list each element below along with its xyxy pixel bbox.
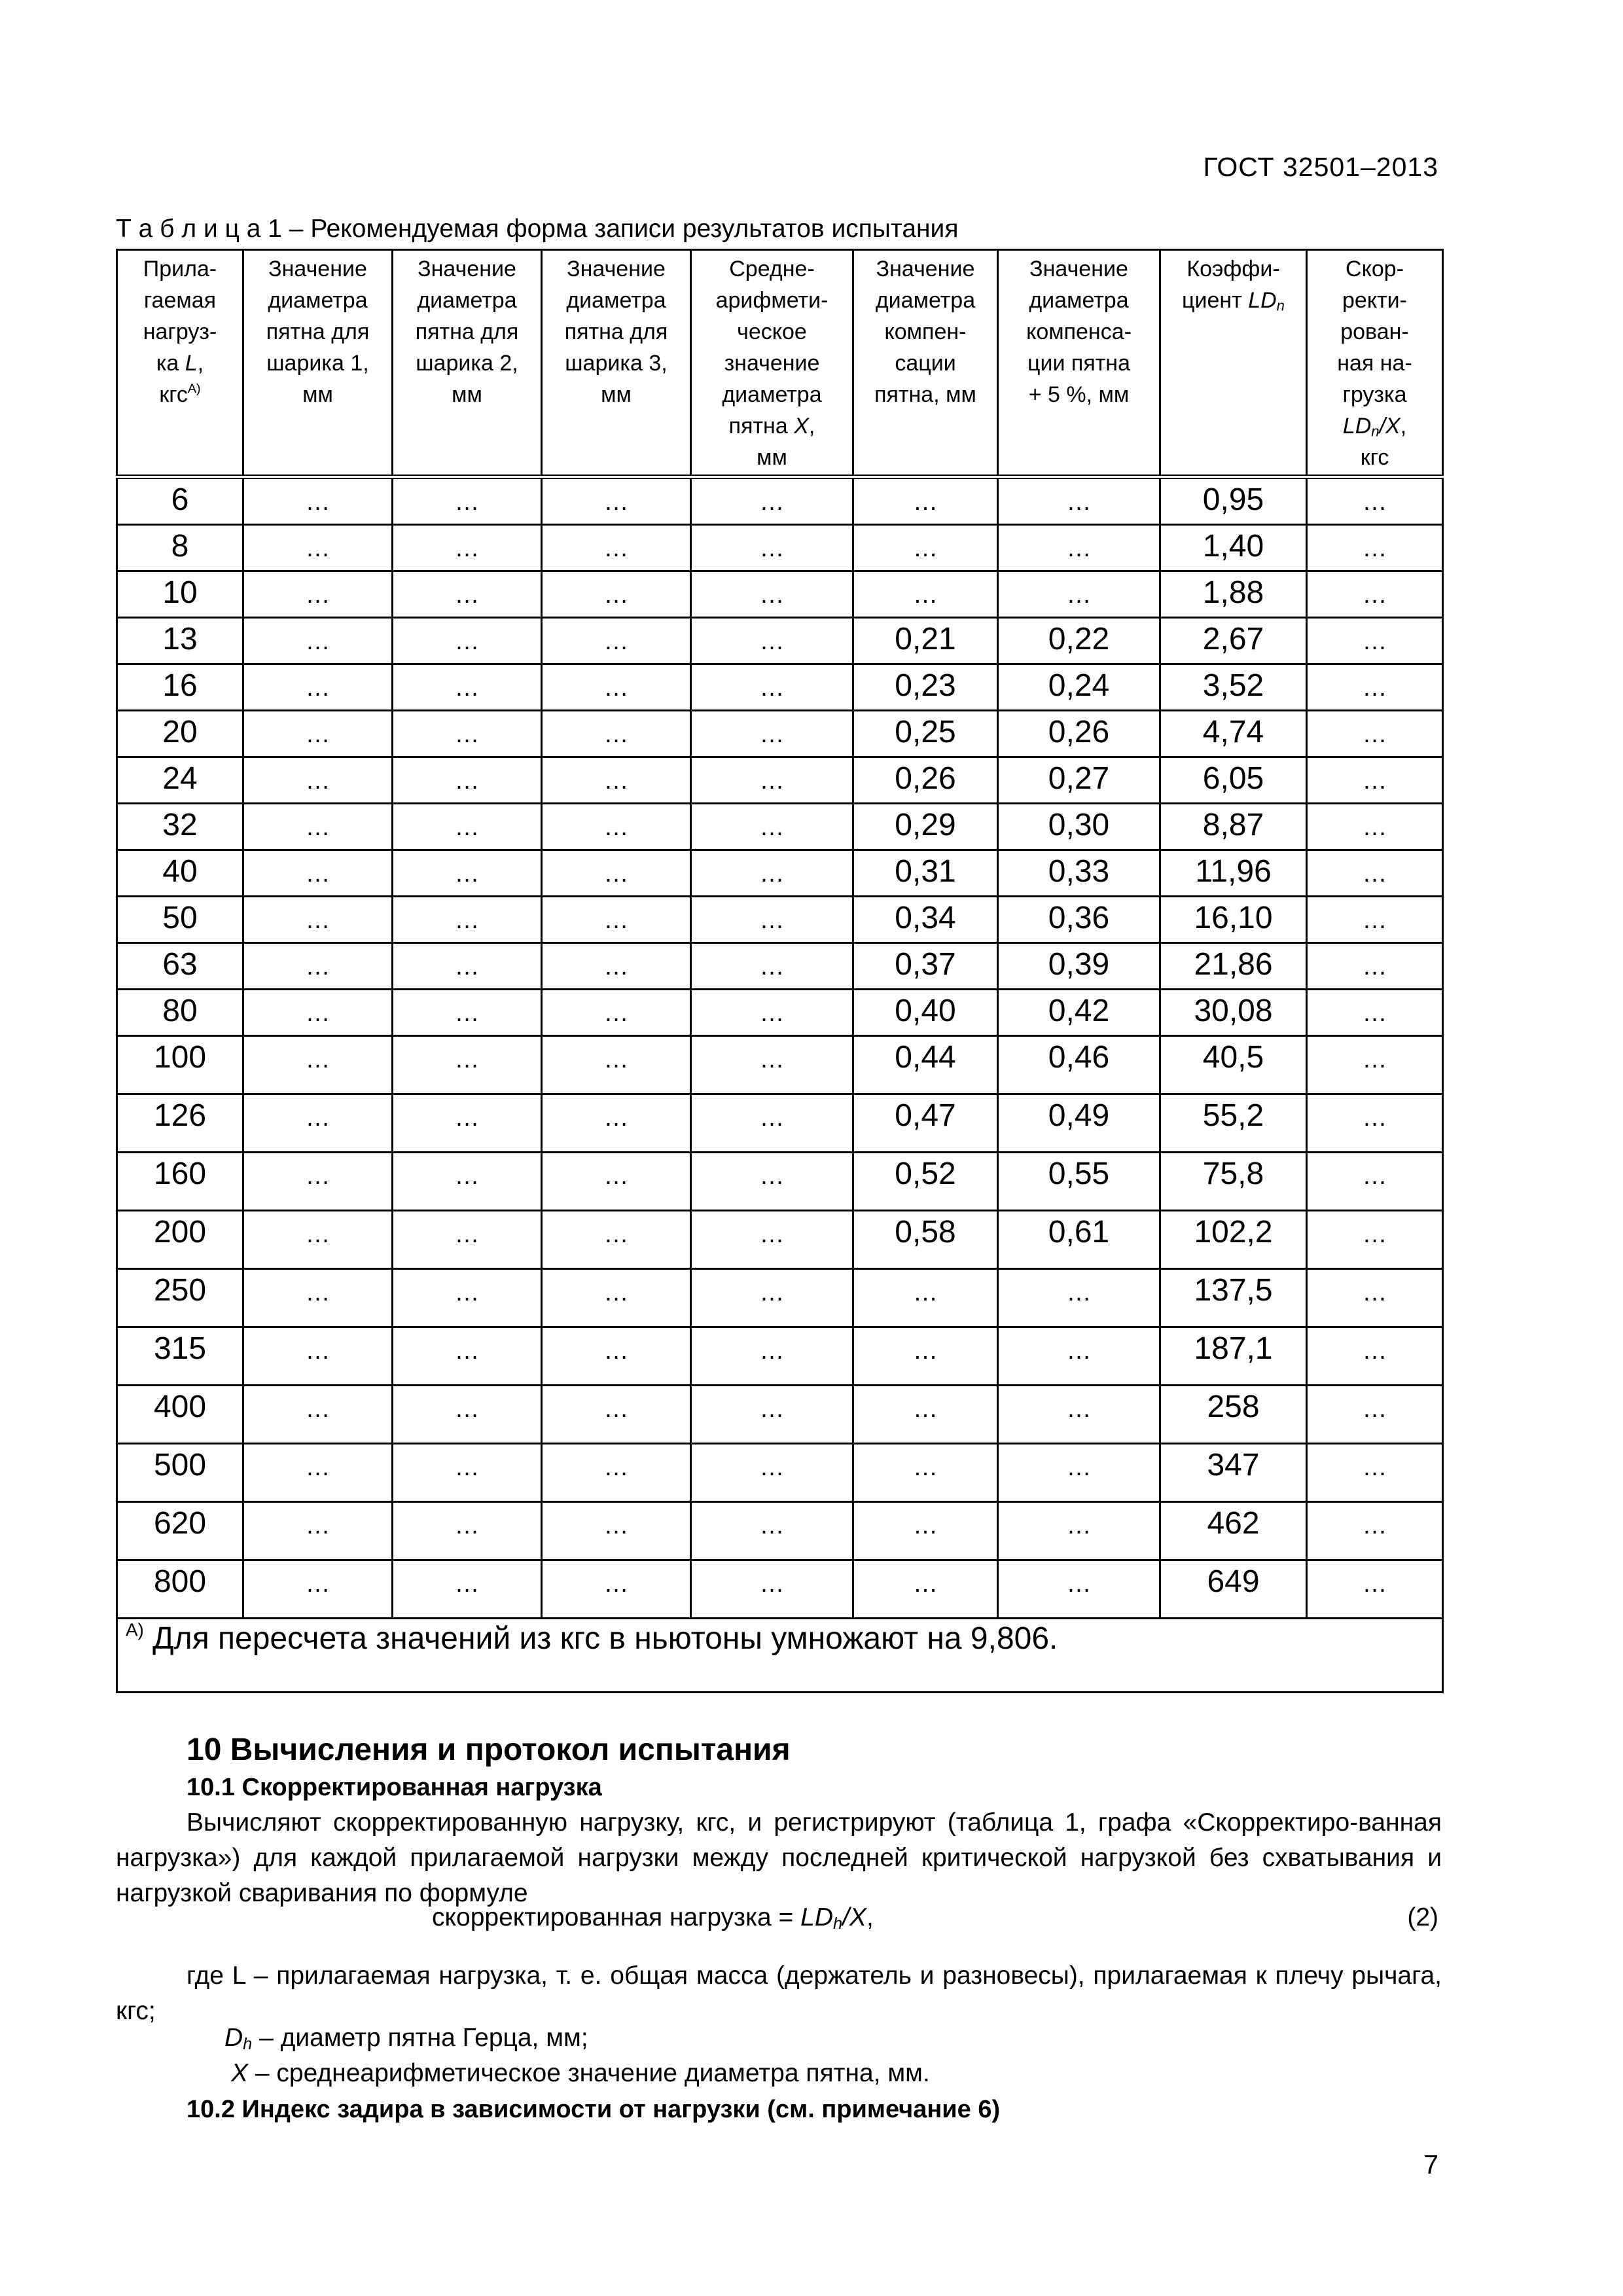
results-table (116, 249, 1444, 1693)
table-cell: 30,08 (1160, 990, 1307, 1036)
footnote-mark: А) (126, 1619, 144, 1640)
table-caption: Т а б л и ц а 1 – Рекомендуемая форма записи результатов испытания (116, 215, 959, 243)
table-row (117, 1444, 1443, 1502)
table-row (117, 804, 1443, 850)
table-cell: … (542, 757, 691, 804)
table-cell: … (243, 757, 393, 804)
table-cell: … (998, 1502, 1160, 1560)
section-title: 10 Вычисления и протокол испытания (187, 1732, 791, 1767)
table-cell: … (998, 571, 1160, 618)
table-footnote (117, 1619, 1443, 1693)
table-cell: … (691, 757, 853, 804)
table-row (117, 618, 1443, 664)
table-cell: … (1307, 943, 1443, 990)
table-cell: … (1307, 1560, 1443, 1619)
subsection-title: 10.2 Индекс задира в зависимости от нагрузки (см. примечание 6) (187, 2096, 1001, 2123)
table-row (117, 990, 1443, 1036)
page-number: 7 (1423, 2149, 1438, 2179)
table-cell: … (542, 943, 691, 990)
table-cell: 0,40 (853, 990, 998, 1036)
table-cell: 400 (117, 1386, 243, 1444)
table-cell: 0,46 (998, 1036, 1160, 1094)
table-cell: … (853, 1327, 998, 1386)
table-row (117, 897, 1443, 943)
table-cell: 0,31 (853, 850, 998, 897)
table-cell: … (542, 990, 691, 1036)
table-cell: 1,40 (1160, 525, 1307, 571)
table-cell: … (542, 525, 691, 571)
table-cell: … (998, 1327, 1160, 1386)
table-cell: … (542, 804, 691, 850)
table-cell: … (998, 477, 1160, 525)
table-cell: 6 (117, 477, 243, 525)
table-cell: … (243, 850, 393, 897)
table-cell: 0,34 (853, 897, 998, 943)
table-cell: … (393, 711, 542, 757)
formula: скорректированная нагрузка = $LD_h/X$, (432, 1903, 874, 1933)
table-cell: … (393, 804, 542, 850)
table-cell: … (691, 664, 853, 711)
table-cell: … (691, 711, 853, 757)
col-header-compensation-5: Значение диаметра компенса- ции пятна + 5 %, мм (998, 250, 1160, 477)
table-cell: … (393, 571, 542, 618)
table-cell: 3,52 (1160, 664, 1307, 711)
table-cell: … (1307, 897, 1443, 943)
table-cell: 0,95 (1160, 477, 1307, 525)
table-cell: … (1307, 1094, 1443, 1153)
table-cell: … (393, 1211, 542, 1269)
table-cell: … (1307, 1036, 1443, 1094)
table-cell: … (1307, 1386, 1443, 1444)
col-header-corrected-load: Скор- ректи- рован- ная на- грузка $LD_n/X$, кгс (1307, 250, 1443, 477)
table-cell: … (243, 1211, 393, 1269)
table-cell: … (393, 850, 542, 897)
table-cell: 0,49 (998, 1094, 1160, 1153)
subsection-title: 10.1 Скорректированная нагрузка (187, 1774, 602, 1801)
table-cell: 24 (117, 757, 243, 804)
table-cell: … (243, 804, 393, 850)
table-cell: … (1307, 618, 1443, 664)
table-cell: … (393, 477, 542, 525)
table-cell: 6,05 (1160, 757, 1307, 804)
table-cell: … (393, 1327, 542, 1386)
table-cell: … (393, 618, 542, 664)
table-cell: 2,67 (1160, 618, 1307, 664)
table-cell: … (691, 1386, 853, 1444)
table-cell: … (691, 1502, 853, 1560)
table-cell: … (853, 477, 998, 525)
table-cell: 10 (117, 571, 243, 618)
table-cell: … (691, 1269, 853, 1327)
table-cell: … (1307, 525, 1443, 571)
table-cell: 63 (117, 943, 243, 990)
table-cell: … (691, 943, 853, 990)
table-cell: … (998, 1560, 1160, 1619)
table-cell: 126 (117, 1094, 243, 1153)
table-cell: … (393, 1444, 542, 1502)
table-cell: 4,74 (1160, 711, 1307, 757)
col-header-ball1: Значение диаметра пятна для шарика 1, мм (243, 250, 393, 477)
table-cell: 0,36 (998, 897, 1160, 943)
table-cell: 0,26 (853, 757, 998, 804)
table-cell: … (542, 897, 691, 943)
table-cell: … (542, 1211, 691, 1269)
table-cell: … (1307, 1502, 1443, 1560)
table-cell: … (691, 525, 853, 571)
table-cell: … (998, 1269, 1160, 1327)
table-cell: 0,61 (998, 1211, 1160, 1269)
table-cell: … (1307, 804, 1443, 850)
table-cell: 462 (1160, 1502, 1307, 1560)
table-cell: … (542, 711, 691, 757)
table-cell: … (1307, 1444, 1443, 1502)
table-cell: … (393, 1153, 542, 1211)
table-cell: … (1307, 1269, 1443, 1327)
table-cell: 800 (117, 1560, 243, 1619)
table-cell: … (1307, 477, 1443, 525)
col-header-mean: Средне- арифмети- ческое значение диаметра пятна X, мм (691, 250, 853, 477)
table-cell: 0,23 (853, 664, 998, 711)
table-cell: 315 (117, 1327, 243, 1386)
table-cell: … (1307, 1153, 1443, 1211)
table-cell: 11,96 (1160, 850, 1307, 897)
col-header-load: Прила- гаемая нагруз- ка L, кгс$^{А)}$ (117, 250, 243, 477)
table-cell: … (243, 1327, 393, 1386)
table-cell: … (542, 1153, 691, 1211)
table-row (117, 1153, 1443, 1211)
table-cell: … (853, 1444, 998, 1502)
table-cell: … (243, 1560, 393, 1619)
table-cell: 75,8 (1160, 1153, 1307, 1211)
table-cell: … (1307, 664, 1443, 711)
table-cell: … (542, 1444, 691, 1502)
table-row (117, 1269, 1443, 1327)
table-row (117, 1560, 1443, 1619)
table-cell: … (691, 477, 853, 525)
table-cell: … (1307, 571, 1443, 618)
table-cell: … (542, 664, 691, 711)
table-cell: … (243, 943, 393, 990)
table-cell: 649 (1160, 1560, 1307, 1619)
table-cell: … (1307, 1211, 1443, 1269)
table-cell: … (542, 618, 691, 664)
table-cell: 0,44 (853, 1036, 998, 1094)
table-cell: 0,27 (998, 757, 1160, 804)
table-cell: … (853, 525, 998, 571)
table-cell: … (1307, 1327, 1443, 1386)
table-cell: … (998, 1386, 1160, 1444)
table-row (117, 1211, 1443, 1269)
table-cell: 16,10 (1160, 897, 1307, 943)
table-cell: … (691, 1153, 853, 1211)
body-paragraph: Вычисляют скорректированную нагрузку, кгс, и регистрируют (таблица 1, графа «Скорректиро-ванная нагрузка») для каждой прилагаемой нагрузки между последней критической нагрузкой без схватывания и нагрузкой сваривания по формуле (116, 1808, 1442, 1907)
table-cell: … (243, 1444, 393, 1502)
table-row (117, 664, 1443, 711)
table-cell: … (691, 571, 853, 618)
table-cell: … (393, 1386, 542, 1444)
table-cell: … (393, 757, 542, 804)
table-cell: … (243, 990, 393, 1036)
table-cell: … (542, 1502, 691, 1560)
table-row (117, 1386, 1443, 1444)
table-cell: … (243, 1036, 393, 1094)
table-row (117, 711, 1443, 757)
table-cell: 8 (117, 525, 243, 571)
table-row (117, 477, 1443, 525)
table-cell: 0,29 (853, 804, 998, 850)
table-cell: … (243, 1386, 393, 1444)
table-cell: … (393, 1560, 542, 1619)
table-cell: … (393, 943, 542, 990)
table-cell: 16 (117, 664, 243, 711)
table-cell: 80 (117, 990, 243, 1036)
table-cell: … (243, 477, 393, 525)
table-cell: … (853, 1269, 998, 1327)
table-cell: … (393, 990, 542, 1036)
table-row (117, 943, 1443, 990)
col-header-compensation: Значение диаметра компен- сации пятна, мм (853, 250, 998, 477)
table-cell: 0,33 (998, 850, 1160, 897)
where-D: $D_h$ – диаметр пятна Герца, мм; (224, 2024, 588, 2054)
table-row (117, 850, 1443, 897)
table-cell: 0,24 (998, 664, 1160, 711)
table-row (117, 1036, 1443, 1094)
table-row (117, 1094, 1443, 1153)
table-cell: … (691, 1327, 853, 1386)
table-cell: … (393, 897, 542, 943)
table-cell: … (243, 1269, 393, 1327)
table-cell: 13 (117, 618, 243, 664)
table-cell: … (243, 897, 393, 943)
table-cell: … (542, 1386, 691, 1444)
table-cell: … (393, 1094, 542, 1153)
table-header-row (117, 250, 1443, 477)
table-cell: 0,42 (998, 990, 1160, 1036)
formula-number: (2) (1407, 1903, 1438, 1931)
footnote-mark: А) (187, 382, 201, 397)
table-cell: 50 (117, 897, 243, 943)
table-cell: … (542, 1094, 691, 1153)
table-cell: 40 (117, 850, 243, 897)
table-cell: … (691, 1444, 853, 1502)
table-cell: … (542, 477, 691, 525)
table-cell: … (542, 1036, 691, 1094)
table-cell: … (691, 618, 853, 664)
table-cell: … (691, 897, 853, 943)
table-cell: 0,22 (998, 618, 1160, 664)
table-cell: … (243, 1094, 393, 1153)
table-cell: … (393, 1036, 542, 1094)
col-header-ball3: Значение диаметра пятна для шарика 3, мм (542, 250, 691, 477)
table-cell: … (853, 1560, 998, 1619)
table-cell: 620 (117, 1502, 243, 1560)
table-cell: … (691, 990, 853, 1036)
table-cell: … (691, 1094, 853, 1153)
table-cell: 137,5 (1160, 1269, 1307, 1327)
table-row (117, 1502, 1443, 1560)
table-cell: … (691, 850, 853, 897)
table-cell: … (393, 1502, 542, 1560)
table-cell: 102,2 (1160, 1211, 1307, 1269)
table-row (117, 757, 1443, 804)
where-L: где L – прилагаемая нагрузка, т. е. общая масса (держатель и разновесы), прилагаемая к плечу рычага, кгс; (116, 1962, 1442, 2025)
table-cell: 0,37 (853, 943, 998, 990)
table-cell: 20 (117, 711, 243, 757)
table-cell: 21,86 (1160, 943, 1307, 990)
table-cell: 187,1 (1160, 1327, 1307, 1386)
table-cell: 0,55 (998, 1153, 1160, 1211)
table-cell: 40,5 (1160, 1036, 1307, 1094)
col-header-ball2: Значение диаметра пятна для шарика 2, мм (393, 250, 542, 477)
table-cell: 32 (117, 804, 243, 850)
table-cell: 200 (117, 1211, 243, 1269)
table-cell: 100 (117, 1036, 243, 1094)
table-cell: 0,30 (998, 804, 1160, 850)
table-cell: 250 (117, 1269, 243, 1327)
table-cell: … (998, 525, 1160, 571)
table-cell: … (542, 1269, 691, 1327)
table-cell: 0,21 (853, 618, 998, 664)
table-cell: … (1307, 850, 1443, 897)
table-cell: … (998, 1444, 1160, 1502)
table-cell: 258 (1160, 1386, 1307, 1444)
table-cell: … (243, 1502, 393, 1560)
where-X: X – среднеарифметическое значение диаметра пятна, мм. (231, 2059, 930, 2087)
table-cell: … (243, 525, 393, 571)
table-cell: 1,88 (1160, 571, 1307, 618)
table-cell: 0,39 (998, 943, 1160, 990)
table-cell: … (542, 1560, 691, 1619)
table-cell: … (691, 1036, 853, 1094)
table-cell: … (1307, 990, 1443, 1036)
table-cell: … (243, 664, 393, 711)
table-cell: 160 (117, 1153, 243, 1211)
table-cell: 8,87 (1160, 804, 1307, 850)
table-cell: … (853, 1386, 998, 1444)
table-footnote-row (117, 1619, 1443, 1693)
table-cell: 0,52 (853, 1153, 998, 1211)
table-row (117, 1327, 1443, 1386)
table-cell: … (542, 1327, 691, 1386)
table-cell: … (243, 618, 393, 664)
standard-designation: ГОСТ 32501–2013 (1203, 152, 1438, 182)
table-cell: 55,2 (1160, 1094, 1307, 1153)
table-cell: … (243, 711, 393, 757)
table-cell: … (853, 571, 998, 618)
footnote-text: Для пересчета значений из кгс в ньютоны умножают на 9,806. (152, 1621, 1058, 1656)
col-header-coefficient: Коэффи- циент $LD_n$ (1160, 250, 1307, 477)
table-cell: … (691, 804, 853, 850)
table-cell: 0,26 (998, 711, 1160, 757)
table-cell: 0,58 (853, 1211, 998, 1269)
table-cell: … (393, 525, 542, 571)
table-cell: … (1307, 757, 1443, 804)
table-cell: … (243, 571, 393, 618)
table-cell: … (853, 1502, 998, 1560)
table-cell: … (542, 850, 691, 897)
table-cell: 0,25 (853, 711, 998, 757)
table-cell: … (393, 1269, 542, 1327)
table-cell: … (243, 1153, 393, 1211)
table-cell: 500 (117, 1444, 243, 1502)
table-cell: 347 (1160, 1444, 1307, 1502)
table-cell: … (393, 664, 542, 711)
table-row (117, 525, 1443, 571)
table-cell: … (1307, 711, 1443, 757)
table-cell: … (542, 571, 691, 618)
table-cell: … (691, 1560, 853, 1619)
table-row (117, 571, 1443, 618)
table-cell: 0,47 (853, 1094, 998, 1153)
table-cell: … (691, 1211, 853, 1269)
